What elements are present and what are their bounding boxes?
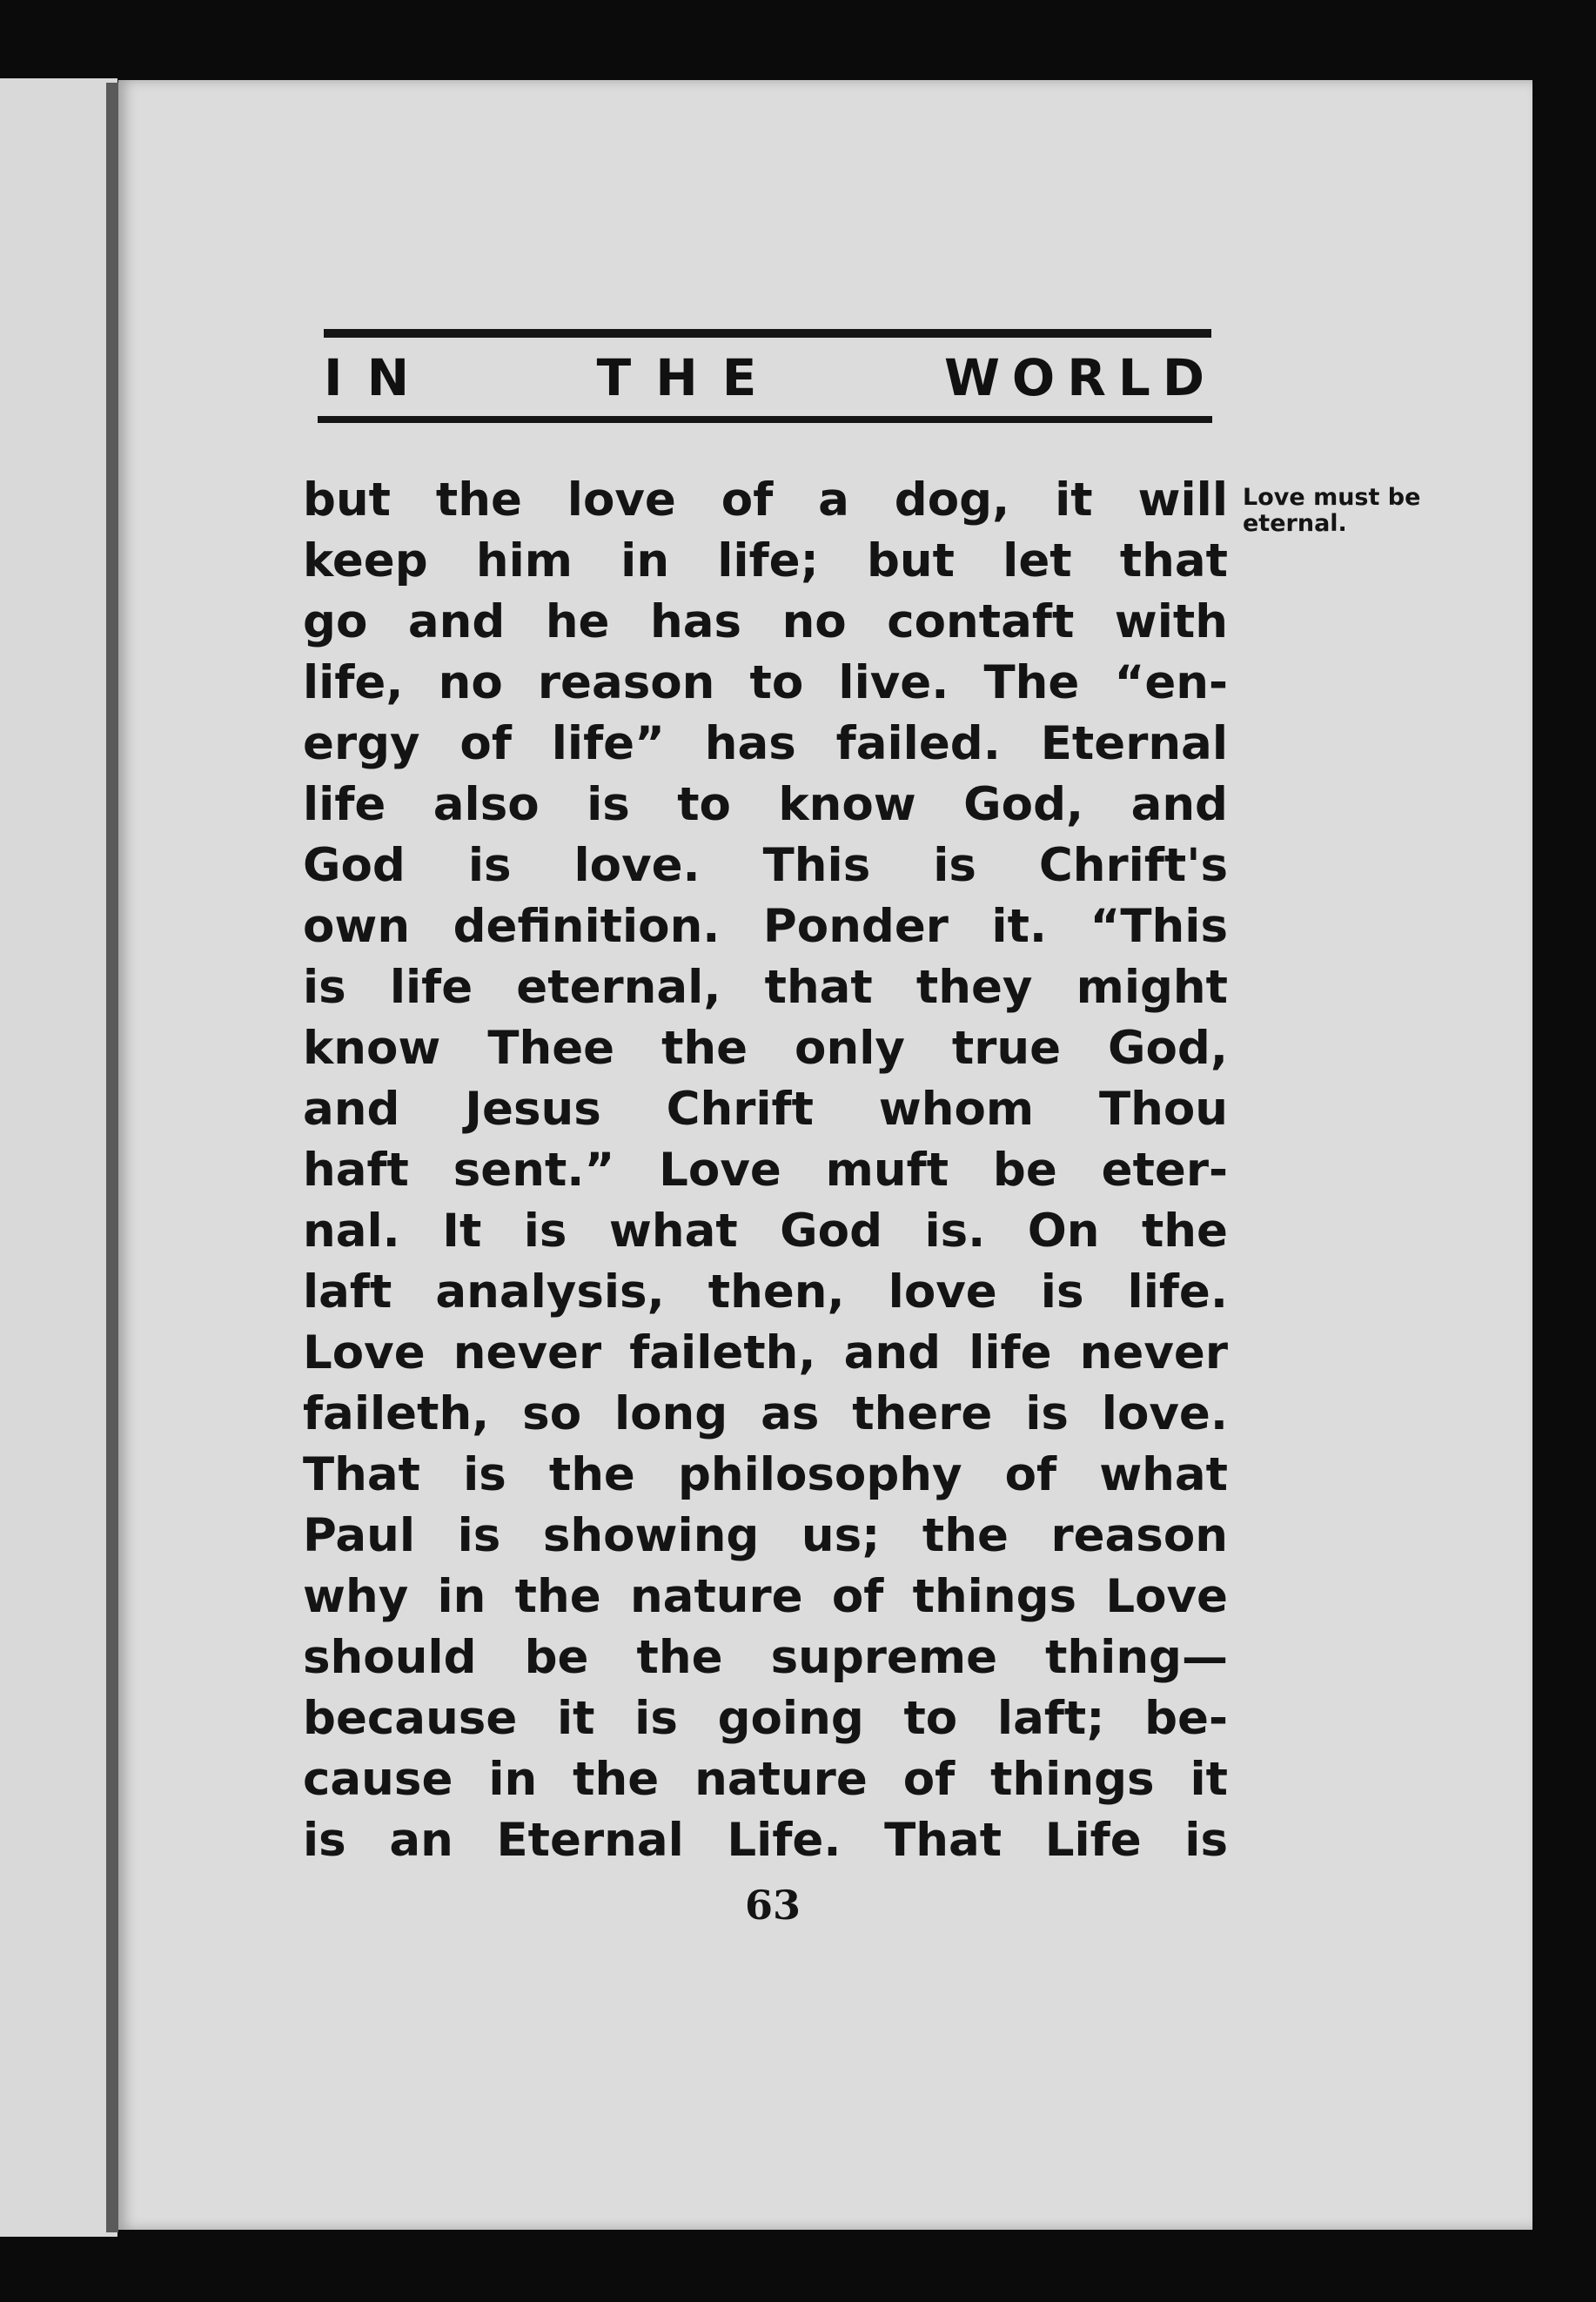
body-text	[303, 470, 1228, 1871]
text-line: go and he has no contaft with	[303, 595, 1228, 648]
text-line: why in the nature of things Love	[303, 1570, 1228, 1623]
running-head-word-3: WORLD	[943, 348, 1217, 407]
text-line: because it is going to laft; be-	[303, 1692, 1228, 1745]
page-number: 63	[744, 1882, 801, 1929]
text-line: laft analysis, then, love is life.	[303, 1265, 1228, 1319]
text-line: God is love. This is Chrift's	[303, 839, 1228, 892]
text-line: know Thee the only true God,	[303, 1022, 1228, 1075]
text-line: should be the supreme thing—	[303, 1631, 1228, 1684]
text-line: haft sent.” Love muft be eter-	[303, 1144, 1228, 1197]
text-line: keep him in life; but let that	[303, 534, 1228, 587]
text-line: nal. It is what God is. On the	[303, 1205, 1228, 1258]
text-line: life, no reason to live. The “en-	[303, 656, 1228, 709]
text-line: That is the philosophy of what	[303, 1448, 1228, 1501]
text-line: is an Eternal Life. That Life is	[303, 1814, 1228, 1867]
running-head-word-1: IN	[324, 348, 434, 407]
text-line: life also is to know God, and	[303, 778, 1228, 831]
text-line: and Jesus Chrift whom Thou	[303, 1083, 1228, 1136]
margin-note: Love must be eternal.	[1243, 484, 1421, 537]
text-line: faileth, so long as there is love.	[303, 1387, 1228, 1440]
facing-page	[0, 78, 117, 2237]
text-line: Paul is showing us; the reason	[303, 1509, 1228, 1562]
header-rule-bottom	[318, 416, 1212, 423]
running-head-word-2: THE	[596, 348, 781, 407]
text-line: cause in the nature of things it	[303, 1753, 1228, 1806]
text-line: but the love of a dog, it will	[303, 473, 1228, 527]
text-line: ergy of life” has failed. Eternal	[303, 717, 1228, 770]
text-line: Love never faileth, and life never	[303, 1326, 1228, 1379]
running-head	[324, 348, 1217, 407]
text-line: own definition. Ponder it. “This	[303, 900, 1228, 953]
text-line: is life eternal, that they might	[303, 961, 1228, 1014]
book-gutter	[106, 83, 118, 2232]
header-rule-top	[324, 329, 1211, 338]
